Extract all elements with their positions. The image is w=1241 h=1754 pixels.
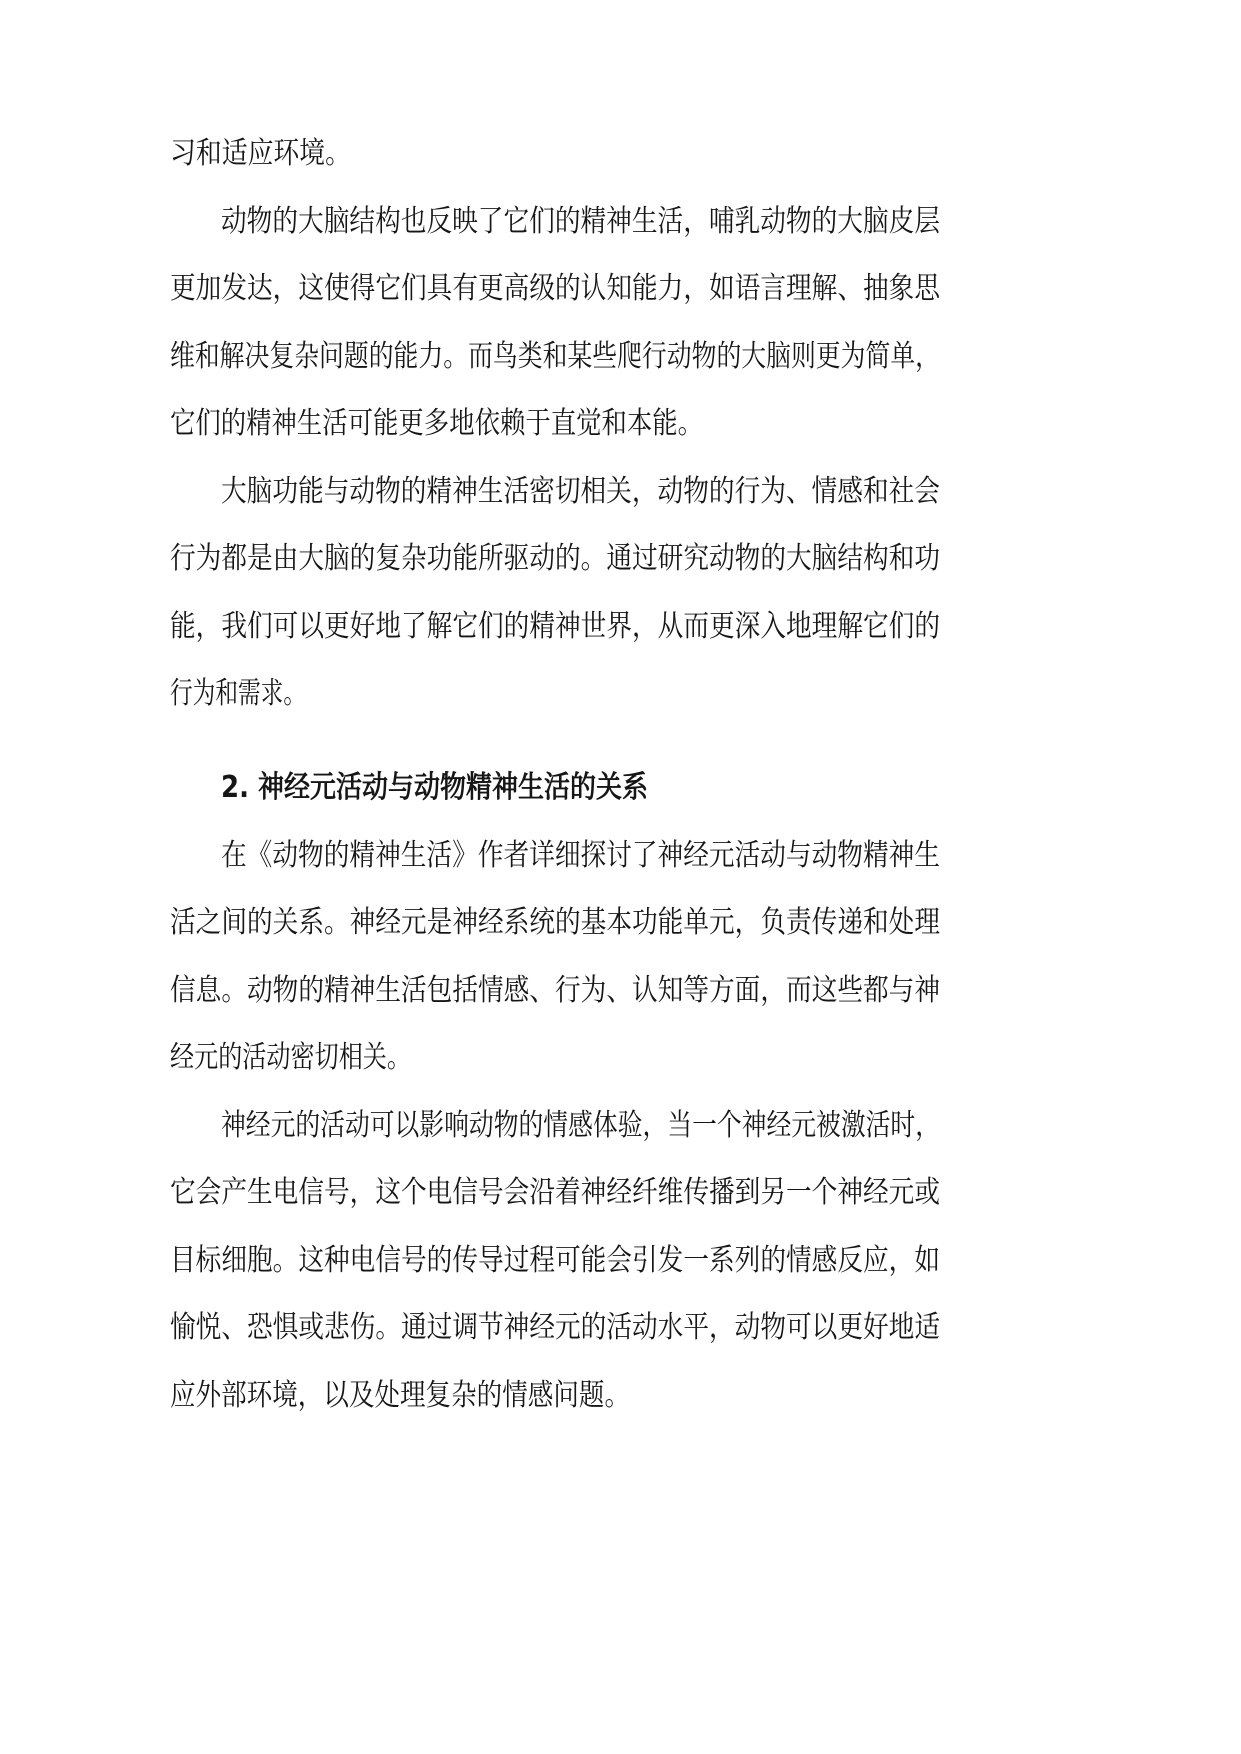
text-line: 它们的精神生活可能更多地依赖于直觉和本能。 <box>170 406 703 441</box>
text-line: 行为都是由大脑的复杂功能所驱动的。通过研究动物的大脑结构和功 <box>170 541 940 576</box>
section-heading: 2. 神经元活动与动物精神生活的关系 <box>221 770 648 805</box>
text-line: 活之间的关系。神经元是神经系统的基本功能单元，负责传递和处理 <box>170 905 940 940</box>
text-line: 习和适应环境。 <box>170 136 351 171</box>
text-line: 经元的活动密切相关。 <box>170 1040 411 1075</box>
text-line: 它会产生电信号，这个电信号会沿着神经纤维传播到另一个神经元或 <box>170 1175 940 1210</box>
text-line: 神经元的活动可以影响动物的情感体验，当一个神经元被激活时， <box>221 1108 940 1143</box>
text-line: 在《动物的精神生活》作者详细探讨了神经元活动与动物精神生 <box>221 838 940 873</box>
text-line: 愉悦、恐惧或悲伤。通过调节神经元的活动水平，动物可以更好地适 <box>170 1310 940 1345</box>
text-line: 更加发达，这使得它们具有更高级的认知能力，如语言理解、抽象思 <box>170 271 940 306</box>
text-line: 应外部环境，以及处理复杂的情感问题。 <box>170 1378 630 1413</box>
text-line: 维和解决复杂问题的能力。而鸟类和某些爬行动物的大脑则更为简单， <box>170 339 940 374</box>
text-line: 能，我们可以更好地了解它们的精神世界，从而更深入地理解它们的 <box>170 609 940 644</box>
text-line: 动物的大脑结构也反映了它们的精神生活，哺乳动物的大脑皮层 <box>221 204 940 239</box>
text-line: 行为和需求。 <box>170 676 306 711</box>
text-line: 信息。动物的精神生活包括情感、行为、认知等方面，而这些都与神 <box>170 973 940 1008</box>
text-line: 大脑功能与动物的精神生活密切相关，动物的行为、情感和社会 <box>221 474 940 509</box>
text-line: 目标细胞。这种电信号的传导过程可能会引发一系列的情感反应，如 <box>170 1243 940 1278</box>
